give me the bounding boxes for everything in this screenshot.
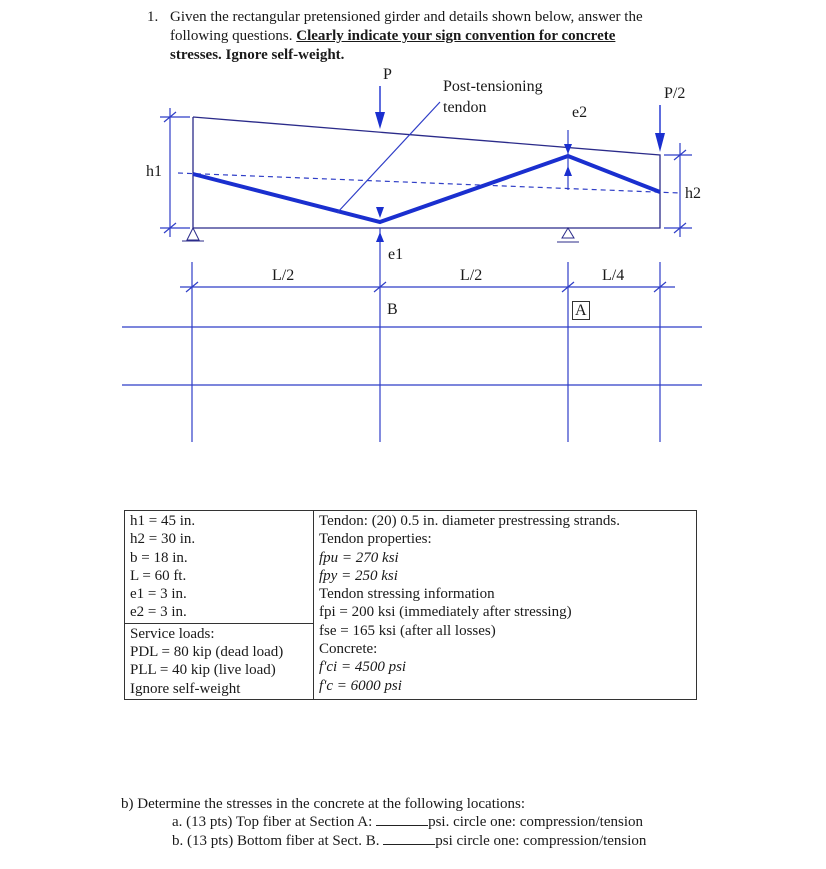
fpi-value: fpi = 200 ksi (immediately after stressing) (319, 604, 572, 621)
given-h1: h1 = 45 in. (130, 513, 196, 529)
left-support (187, 228, 199, 240)
question-number: 1. (147, 9, 159, 25)
label-L-half-mid: L/2 (460, 267, 483, 284)
fci-value: f'ci = 4500 psi (319, 659, 407, 676)
load-P-arrowhead (375, 112, 385, 129)
ignore-self-weight: Ignore self-weight (130, 680, 241, 697)
sign-convention-instruction: Clearly indicate your sign convention for concrete (296, 28, 616, 44)
given-h2: h2 = 30 in. (130, 531, 196, 548)
label-P: P (383, 66, 392, 83)
given-L: L = 60 ft. (130, 567, 187, 584)
item-b-text: b. (13 pts) Bottom fiber at Sect. B. (172, 833, 380, 849)
e1-arrow-down (376, 207, 384, 218)
tendon-concrete-cell (314, 511, 697, 700)
part-b-item-a (172, 813, 643, 832)
loads-cell (125, 623, 314, 699)
part-b-item-b (172, 832, 646, 851)
question-line-1: Given the rectangular pretensioned girder and details shown below, answer the (170, 9, 643, 25)
tendon-description: Tendon: (20) 0.5 in. diameter prestressing strands. (319, 513, 620, 529)
girder-outline (193, 117, 660, 228)
load-P-half-arrowhead (655, 133, 665, 152)
label-e2: e2 (572, 104, 588, 121)
fpu-value: fpu = 270 ksi (319, 549, 399, 566)
service-loads-heading: Service loads: (130, 625, 215, 642)
item-a-tail: psi. circle one: compression/tension (428, 814, 644, 830)
e2-arrow-up (564, 166, 572, 176)
question-line-2-plain: following questions. (170, 28, 297, 44)
live-load: PLL = 40 kip (live load) (130, 662, 276, 679)
item-b-tail: psi circle one: compression/tension (435, 833, 647, 849)
given-e2: e2 = 3 in. (130, 604, 187, 621)
fse-value: fse = 165 ksi (after all losses) (319, 622, 496, 639)
label-section-A: A (572, 301, 590, 320)
given-e1: e1 = 3 in. (130, 586, 187, 603)
label-P-half: P/2 (664, 85, 686, 102)
label-h1: h1 (146, 163, 162, 180)
label-e1: e1 (388, 246, 404, 263)
item-a-answer-blank[interactable] (376, 813, 428, 826)
item-a-text: a. (13 pts) Top fiber at Section A: (172, 814, 373, 830)
dead-load: PDL = 80 kip (dead load) (130, 644, 284, 661)
tendon-profile (193, 156, 660, 222)
label-tendon: tendon (443, 99, 487, 116)
tendon-properties-heading: Tendon properties: (319, 531, 432, 548)
given-data-table (124, 510, 697, 700)
label-L-half-left: L/2 (272, 267, 295, 284)
fpy-value: fpy = 250 ksi (319, 567, 398, 584)
label-section-B: B (387, 301, 398, 318)
label-h2: h2 (685, 185, 701, 202)
given-b: b = 18 in. (130, 549, 188, 566)
item-b-answer-blank[interactable] (383, 832, 435, 845)
label-post-tensioning: Post-tensioning (443, 78, 543, 95)
concrete-heading: Concrete: (319, 641, 378, 658)
tendon-pointer-line (337, 102, 440, 213)
stressing-info-heading: Tendon stressing information (319, 586, 495, 603)
question-line-3: stresses. Ignore self-weight. (170, 47, 345, 63)
geometry-cell (125, 511, 314, 624)
part-b-title: b) Determine the stresses in the concrete at the following locations: (121, 796, 526, 812)
e2-arrow-down (564, 144, 572, 154)
e1-arrow-up (376, 232, 384, 242)
right-support (562, 228, 574, 238)
label-L-quarter: L/4 (602, 267, 625, 284)
fc-value: f'c = 6000 psi (319, 677, 402, 694)
